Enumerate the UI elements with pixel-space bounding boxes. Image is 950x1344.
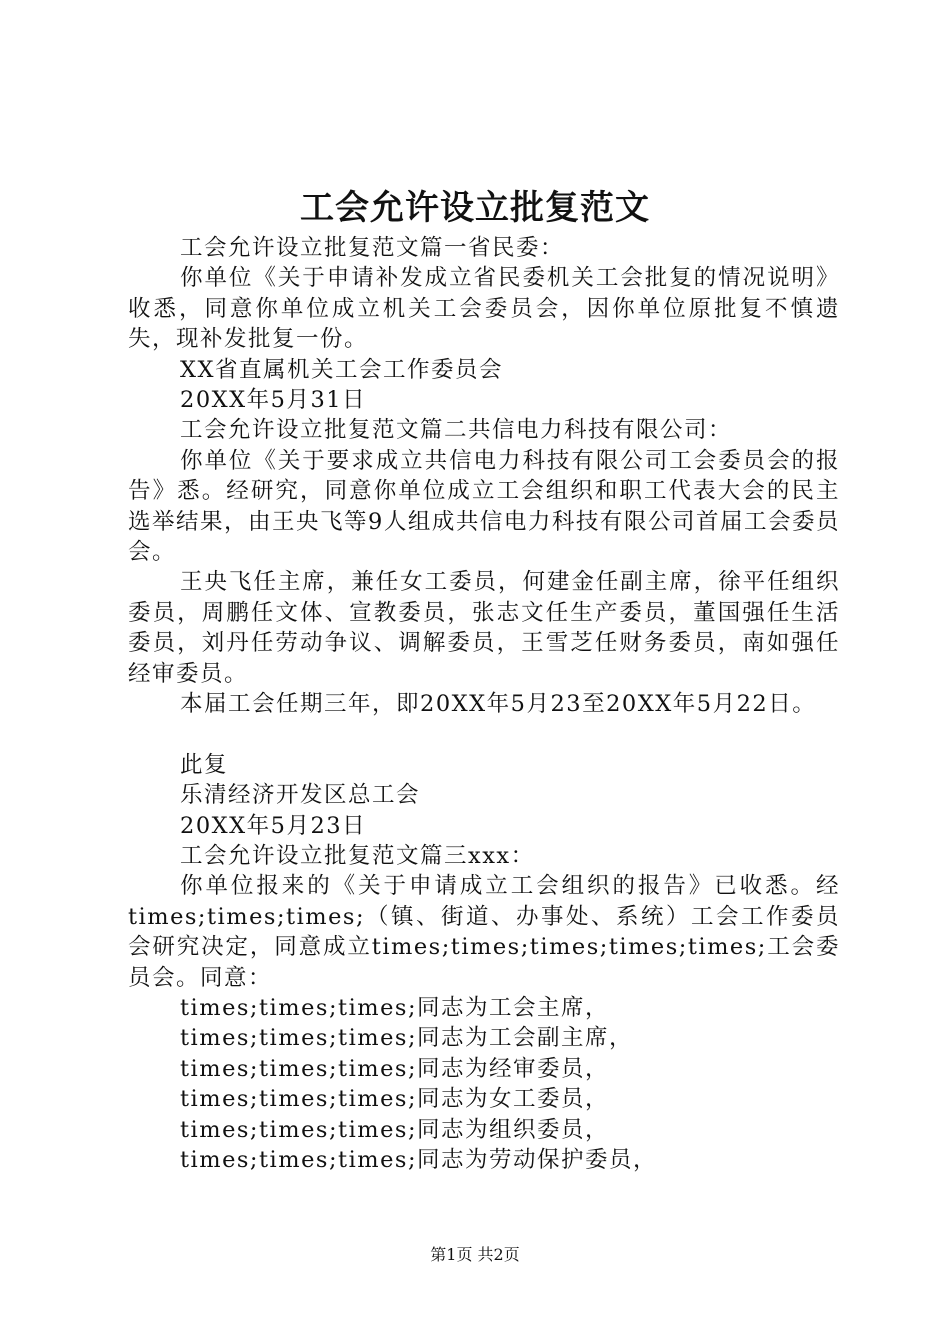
section-one-signature-org: XX省直属机关工会工作委员会 [180, 356, 504, 383]
section-three-paragraph: 你单位报来的《关于申请成立工会组织的报告》已收悉。经times;times;times;（镇、街道、办事处、系统）工会工作委员会研究决定，同意成立times;times;times;times;times;工会委员会。同意： [128, 873, 840, 991]
section-three-heading: 工会允许设立批复范文篇三xxx： [180, 842, 535, 869]
section-one-paragraph: 你单位《关于申请补发成立省民委机关工会批复的情况说明》收悉，同意你单位成立机关工会委员会，因你单位原批复不慎遗失，现补发批复一份。 [128, 265, 840, 353]
document-body [128, 233, 840, 1175]
section-three-item: times;times;times;同志为劳动保护委员， [180, 1146, 658, 1173]
section-three-item: times;times;times;同志为组织委员， [180, 1116, 610, 1143]
section-one-heading: 工会允许设立批复范文篇一省民委： [180, 235, 565, 261]
section-two-paragraph-1: 你单位《关于要求成立共信电力科技有限公司工会委员会的报告》悉。经研究，同意你单位成立工会组织和职工代表大会的民主选举结果，由王央飞等9人组成共信电力科技有限公司首届工会委员会。 [128, 447, 840, 565]
document-title: 工会允许设立批复范文 [300, 188, 650, 228]
section-three-item: times;times;times;同志为工会主席， [180, 995, 610, 1021]
section-two-paragraph-3: 本届工会任期三年，即20XX年5月23至20XX年5月22日。 [180, 691, 817, 718]
section-two-heading: 工会允许设立批复范文篇二共信电力科技有限公司： [180, 417, 733, 444]
section-two-signature-org: 乐清经济开发区总工会 [180, 782, 421, 809]
section-two-signature-date: 20XX年5月23日 [180, 812, 367, 839]
section-two-paragraph-2: 王央飞任主席，兼任女工委员，何建金任副主席，徐平任组织委员，周鹏任文体、宣教委员，张志文任生产委员，董国强任生活委员，刘丹任劳动争议、调解委员，王雪芝任财务委员，南如强任经审委员。 [128, 569, 840, 687]
section-one-signature-date: 20XX年5月31日 [180, 387, 367, 413]
section-three-item: times;times;times;同志为经审委员， [180, 1055, 610, 1082]
section-three-item: times;times;times;同志为工会副主席， [180, 1025, 634, 1052]
page-footer: 第1页 共2页 [430, 1245, 520, 1264]
section-two-reply: 此复 [180, 751, 229, 778]
blank-line [128, 719, 840, 749]
section-three-item: times;times;times;同志为女工委员， [180, 1086, 610, 1113]
